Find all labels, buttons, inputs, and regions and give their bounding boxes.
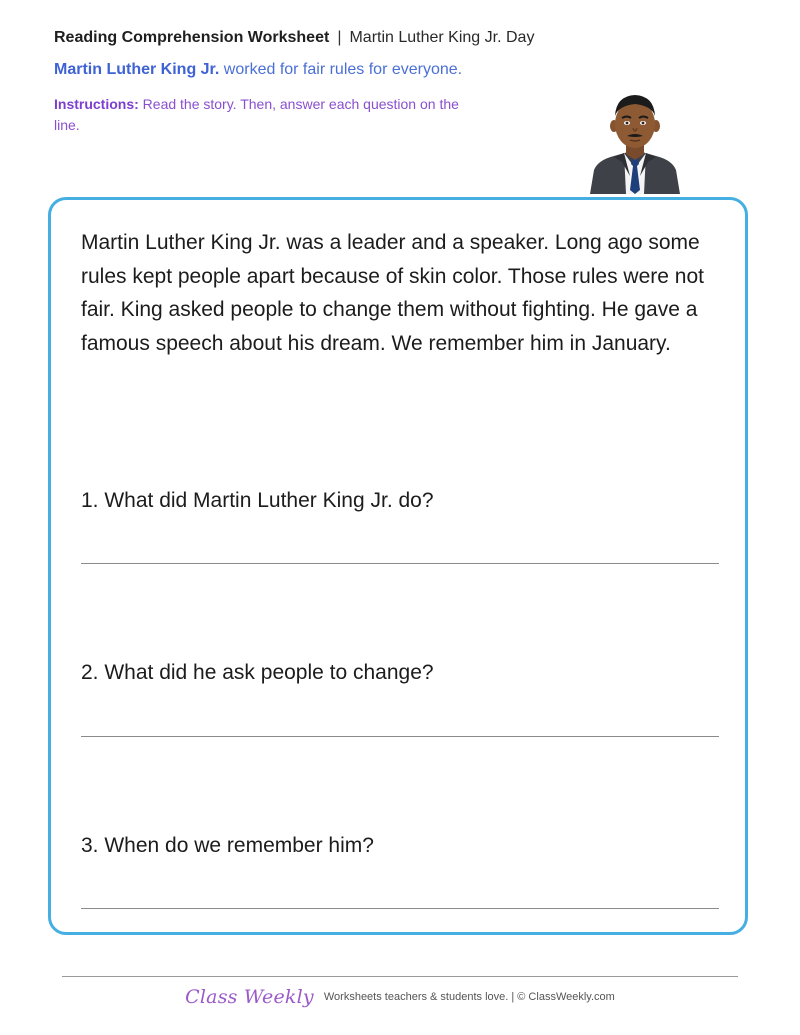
answer-line-1[interactable] <box>81 563 719 564</box>
worksheet-title: Reading Comprehension Worksheet <box>54 29 330 46</box>
subtitle <box>54 60 462 80</box>
worksheet-topic: Martin Luther King Jr. Day <box>349 29 535 46</box>
worksheet-header <box>54 28 534 48</box>
instructions-label: Instructions: <box>54 96 139 112</box>
instructions <box>54 94 484 136</box>
footer <box>0 986 800 1008</box>
subtitle-name: Martin Luther King Jr. <box>54 61 220 78</box>
question-1: 1. What did Martin Luther King Jr. do? <box>81 489 434 512</box>
classweekly-logo: Class Weekly <box>185 986 314 1008</box>
answer-line-3[interactable] <box>81 908 719 909</box>
footer-tagline: Worksheets teachers & students love. | © ClassWeekly.com <box>323 991 615 1003</box>
question-2: 2. What did he ask people to change? <box>81 661 434 684</box>
footer-divider <box>62 976 738 977</box>
question-3: 3. When do we remember him? <box>81 834 374 857</box>
subtitle-rest: worked for fair rules for everyone. <box>219 61 463 78</box>
mlk-portrait-illustration <box>584 90 686 194</box>
instructions-text: Read the story. Then, answer each question on the line. <box>54 96 459 133</box>
story-text: Martin Luther King Jr. was a leader and a speaker. Long ago some rules kept people apart because of skin color. Those rules were not fair. King asked people to change them without fighting. He gave a famous speech about his dream. We remember him in January. <box>81 231 704 355</box>
answer-line-2[interactable] <box>81 736 719 737</box>
header-separator: | <box>337 29 342 46</box>
